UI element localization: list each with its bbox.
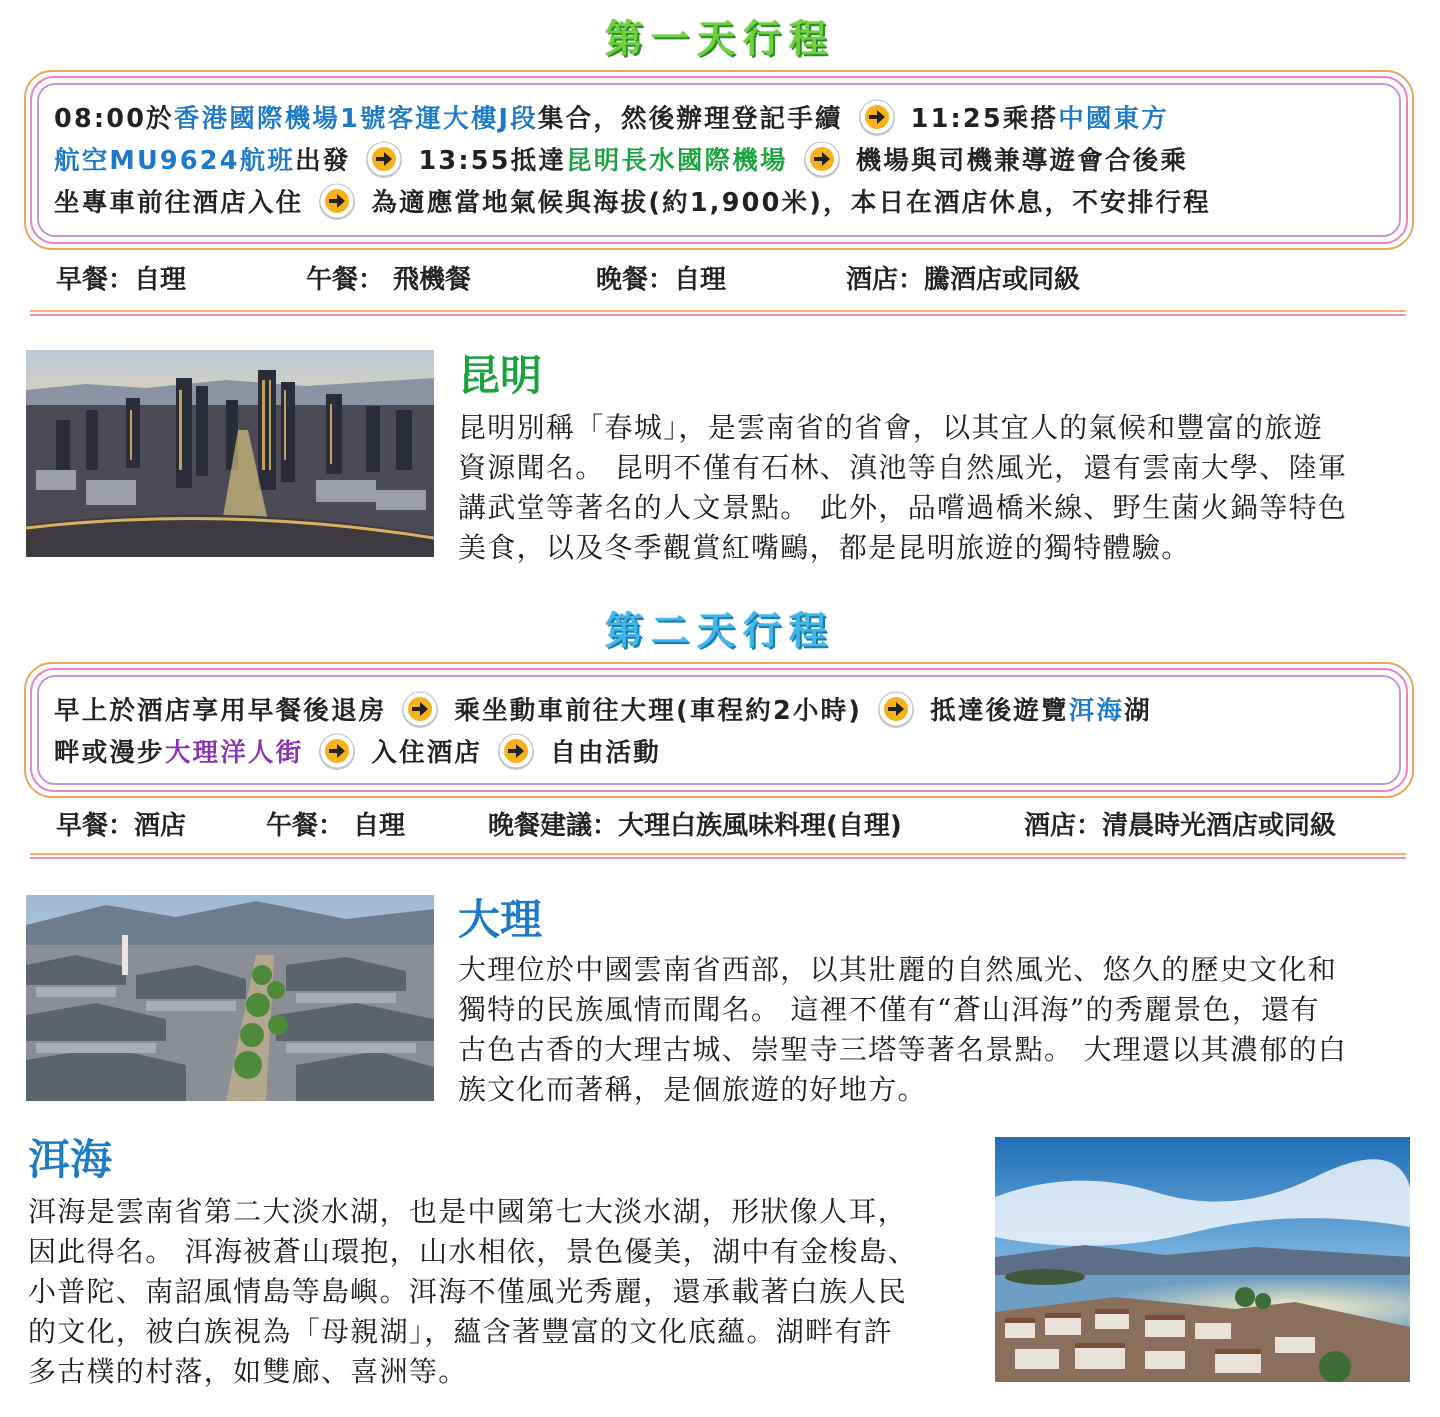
arrow-right-icon bbox=[857, 97, 897, 137]
hotel-info: 酒店：清晨時光酒店或同級 bbox=[1024, 811, 1337, 841]
erhai-description: 洱海是雲南省第二大淡水湖，也是中國第七大淡水湖，形狀像人耳， 因此得名。 洱海被蒼山環抱，山水相依，景色優美，湖中有金梭島、 小普陀、南詔風情島等島嶼。洱海不僅風光秀麗，還承載著白族人民 的文化，被白族視為「母親湖」，蘊含著豐富的文化底蘊。湖畔有許 多古樸的村落，如雙廊、喜洲等。 bbox=[28, 1195, 918, 1388]
arrow-right-icon bbox=[802, 139, 842, 179]
foreigner-street-highlight: 大理洋人街 bbox=[164, 738, 304, 768]
dali-title: 大理 bbox=[458, 895, 543, 944]
lunch-info: 午餐： 自理 bbox=[266, 811, 406, 841]
kunming-airport: 昆明長水國際機場 bbox=[566, 146, 788, 176]
hong-kong-airport-link: 香港國際機場1號客運大樓J段 bbox=[173, 104, 538, 134]
arrow-right-icon bbox=[400, 689, 440, 729]
arrow-right-icon bbox=[317, 181, 357, 221]
kunming-description: 昆明別稱「春城」，是雲南省的省會，以其宜人的氣候和豐富的旅遊 資源聞名。 昆明不僅有石林、滇池等自然風光，還有雲南大學、陸軍 講武堂等著名的人文景點。 此外，品嚐過橋米線、野生菌火鍋等特色 美食，以及冬季觀賞紅嘴鷗，都是昆明旅遊的獨特體驗。 bbox=[458, 411, 1348, 564]
erhai-highlight: 洱海 bbox=[1068, 696, 1125, 726]
erhai-photo bbox=[995, 1137, 1410, 1382]
dinner-info: 晚餐：自理 bbox=[596, 265, 727, 295]
arrow-right-icon bbox=[876, 689, 916, 729]
breakfast-info: 早餐：酒店 bbox=[56, 811, 187, 841]
flight-number: 航空MU9624航班 bbox=[54, 146, 296, 176]
kunming-photo bbox=[26, 350, 434, 557]
day2-title: 第二天行程 bbox=[604, 609, 835, 653]
arrow-right-icon bbox=[317, 731, 357, 771]
lunch-info: 午餐： 飛機餐 bbox=[306, 265, 472, 295]
hotel-info: 酒店：騰酒店或同級 bbox=[846, 265, 1081, 295]
erhai-title: 洱海 bbox=[28, 1135, 113, 1184]
arrow-right-icon bbox=[364, 139, 404, 179]
arrow-right-icon bbox=[496, 731, 536, 771]
breakfast-info: 早餐：自理 bbox=[56, 265, 187, 295]
divider bbox=[30, 853, 1406, 861]
dinner-info: 晚餐建議：大理白族風味料理(自理) bbox=[488, 811, 902, 841]
dali-photo bbox=[26, 895, 434, 1101]
dali-description: 大理位於中國雲南省西部，以其壯麗的自然風光、悠久的歷史文化和 獨特的民族風情而聞名。 這裡不僅有“蒼山洱海”的秀麗景色，還有 古色古香的大理古城、崇聖寺三塔等著名景點。 大理還以其濃郁的白 族文化而著稱，是個旅遊的好地方。 bbox=[458, 953, 1348, 1106]
day2-itinerary: 早上於酒店享用早餐後退房 乘坐動車前往大理(車程約2小時) 抵達後遊覽洱海湖 畔或漫步大理洋人街 入住酒店 自由活動 bbox=[54, 690, 1414, 774]
day1-title: 第一天行程 bbox=[604, 17, 835, 61]
divider bbox=[30, 310, 1406, 318]
kunming-title: 昆明 bbox=[458, 351, 543, 400]
day1-itinerary: 08:00於香港國際機場1號客運大樓J段集合，然後辦理登記手續 11:25乘搭中國東方 航空MU9624航班出發 13:55抵達昆明長水國際機場 機場與司機兼導遊會合後乘 坐專車前往酒店入住 為適應當地氣候與海拔(約1,900米)，本日在酒店休息，不安排行程 bbox=[54, 98, 1414, 224]
